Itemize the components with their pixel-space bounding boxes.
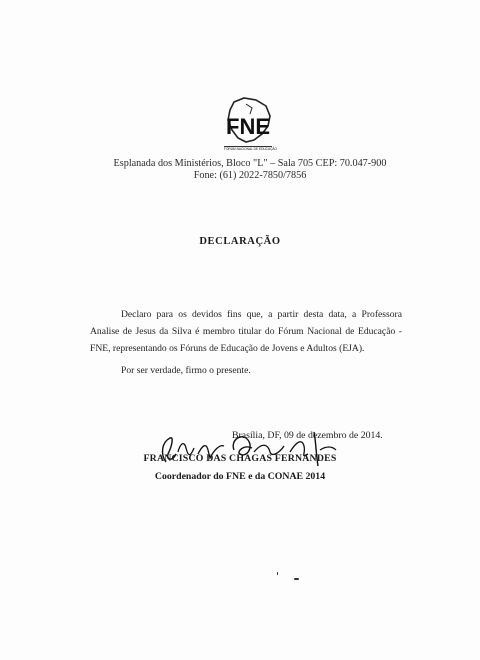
phone-line: Fone: (61) 2022-7850/7856 [193, 170, 307, 181]
declaration-paragraph: Declaro para os devidos fins que, a partir desta data, a Professora Analise de Jesus da Silva é membro titular do Fórum Nacional de Educação - FNE, representando os Fóruns de Educação de Jovens e Adultos (EJA). [90, 309, 402, 354]
scan-speck [294, 578, 299, 580]
svg-text:FNE: FNE [226, 114, 270, 139]
svg-text:FÓRUM NACIONAL DE EDUCAÇÃO: FÓRUM NACIONAL DE EDUCAÇÃO [224, 147, 278, 151]
place-date: Brasília, DF, 09 de dezembro de 2014. [232, 430, 383, 441]
letterhead [0, 158, 480, 182]
closing-paragraph: Por ser verdade, firmo o presente. [121, 365, 251, 376]
scan-speck [277, 572, 278, 575]
address-line: Esplanada dos Ministérios, Bloco "L" – Sala 705 CEP: 70.047-900 [113, 158, 387, 169]
document-title: DECLARAÇÃO [199, 236, 281, 247]
declaration-body [90, 306, 402, 379]
signer-role: Coordenador do FNE e da CONAE 2014 [154, 471, 326, 482]
fne-logo [216, 94, 280, 156]
fne-logo-icon [216, 94, 280, 156]
signer-name: FRANCISCO DAS CHAGAS FERNANDES [143, 453, 337, 464]
